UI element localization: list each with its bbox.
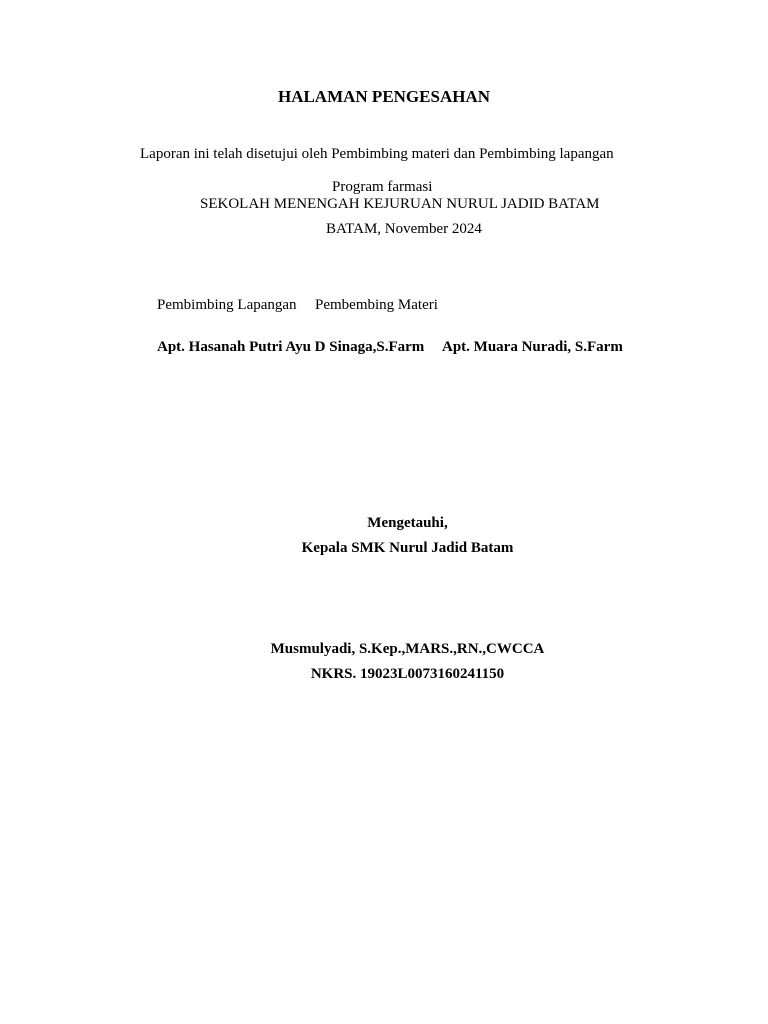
field-supervisor-label: Pembimbing Lapangan	[157, 297, 297, 313]
approval-statement: Laporan ini telah disetujui oleh Pembimbing materi dan Pembimbing lapangan	[140, 146, 614, 162]
principal-position: Kepala SMK Nurul Jadid Batam	[301, 540, 514, 556]
place-date: BATAM, November 2024	[326, 221, 482, 237]
acknowledgement-label: Mengetauhi,	[367, 515, 448, 531]
principal-id-number: NKRS. 19023L0073160241150	[310, 666, 505, 682]
principal-name: Musmulyadi, S.Kep.,MARS.,RN.,CWCCA	[270, 641, 545, 657]
page-title: HALAMAN PENGESAHAN	[277, 87, 491, 106]
material-supervisor-name: Apt. Muara Nuradi, S.Farm	[442, 339, 623, 355]
field-supervisor-name: Apt. Hasanah Putri Ayu D Sinaga,S.Farm	[157, 339, 425, 355]
school-name: SEKOLAH MENENGAH KEJURUAN NURUL JADID BATAM	[200, 196, 600, 212]
material-supervisor-label: Pembembing Materi	[315, 297, 438, 313]
program-name: Program farmasi	[332, 179, 433, 195]
